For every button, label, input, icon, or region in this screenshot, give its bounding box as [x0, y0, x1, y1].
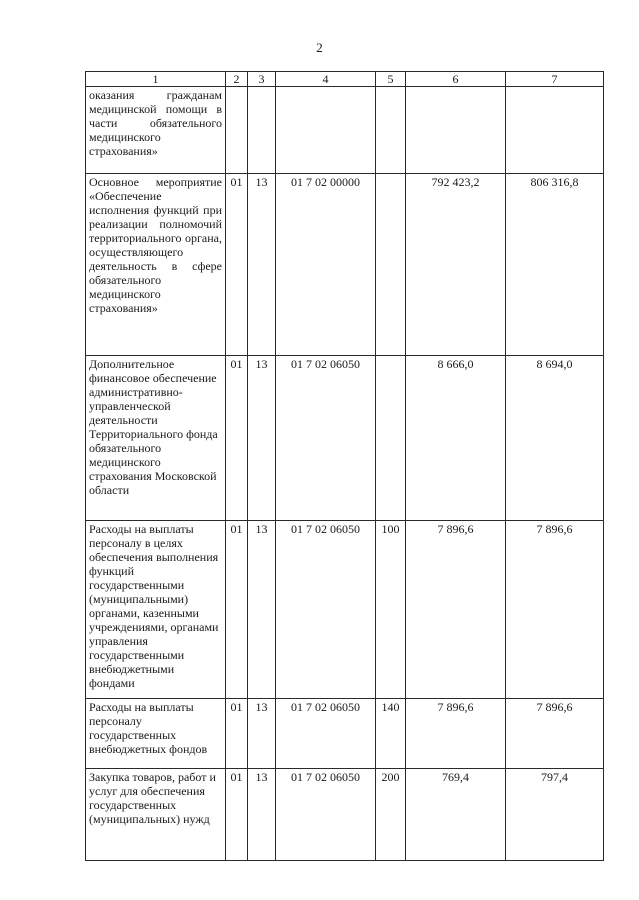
header-cell-1: 1	[86, 72, 226, 87]
row-expense-type: 100	[376, 521, 406, 699]
row-target-article	[276, 87, 376, 174]
row-target-article: 01 7 02 06050	[276, 699, 376, 769]
row-amount-2: 7 896,6	[506, 699, 604, 769]
header-cell-4: 4	[276, 72, 376, 87]
row-section: 01	[226, 356, 248, 521]
row-expense-type	[376, 356, 406, 521]
row-target-article: 01 7 02 00000	[276, 174, 376, 356]
row-amount-1	[406, 87, 506, 174]
row-amount-1: 8 666,0	[406, 356, 506, 521]
page-number: 2	[316, 40, 323, 55]
row-subsection: 13	[248, 769, 276, 861]
row-subsection: 13	[248, 699, 276, 769]
table-row	[86, 699, 604, 769]
row-section: 01	[226, 174, 248, 356]
row-expense-type: 140	[376, 699, 406, 769]
table-row	[86, 356, 604, 521]
budget-table	[85, 71, 604, 861]
row-amount-1: 7 896,6	[406, 699, 506, 769]
row-section	[226, 87, 248, 174]
table-row	[86, 87, 604, 174]
header-cell-5: 5	[376, 72, 406, 87]
row-expense-type	[376, 87, 406, 174]
header-cell-7: 7	[506, 72, 604, 87]
row-name: Основное мероприятие «Обеспечение исполнения функций при реализации полномочий территориального органа, осуществляющего деятельность в сфере обязательного медицинского страхования»	[86, 174, 226, 356]
row-section: 01	[226, 769, 248, 861]
header-cell-3: 3	[248, 72, 276, 87]
row-amount-1: 792 423,2	[406, 174, 506, 356]
row-section: 01	[226, 699, 248, 769]
row-target-article: 01 7 02 06050	[276, 356, 376, 521]
row-section: 01	[226, 521, 248, 699]
row-amount-2: 806 316,8	[506, 174, 604, 356]
row-subsection: 13	[248, 356, 276, 521]
row-amount-1: 769,4	[406, 769, 506, 861]
header-cell-2: 2	[226, 72, 248, 87]
table-row	[86, 769, 604, 861]
row-amount-1: 7 896,6	[406, 521, 506, 699]
table-row	[86, 174, 604, 356]
row-target-article: 01 7 02 06050	[276, 769, 376, 861]
row-expense-type: 200	[376, 769, 406, 861]
row-expense-type	[376, 174, 406, 356]
row-amount-2: 8 694,0	[506, 356, 604, 521]
row-subsection: 13	[248, 521, 276, 699]
table-row	[86, 521, 604, 699]
row-subsection	[248, 87, 276, 174]
row-name: Закупка товаров, работ и услуг для обеспечения государственных (муниципальных) нужд	[86, 769, 226, 861]
row-name: Дополнительное финансовое обеспечение административно-управленческой деятельности Территориального фонда обязательного медицинского страхования Московской области	[86, 356, 226, 521]
row-amount-2: 797,4	[506, 769, 604, 861]
row-name: Расходы на выплаты персоналу в целях обеспечения выполнения функций государственными (муниципальными) органами, казенными учреждениями, органами управления государственными внебюджетными фондами	[86, 521, 226, 699]
row-target-article: 01 7 02 06050	[276, 521, 376, 699]
row-name: оказания гражданам медицинской помощи в части обязательного медицинского страхования»	[86, 87, 226, 174]
row-name: Расходы на выплаты персоналу государственных внебюджетных фондов	[86, 699, 226, 769]
row-subsection: 13	[248, 174, 276, 356]
header-row	[86, 72, 604, 87]
header-cell-6: 6	[406, 72, 506, 87]
row-amount-2	[506, 87, 604, 174]
row-amount-2: 7 896,6	[506, 521, 604, 699]
